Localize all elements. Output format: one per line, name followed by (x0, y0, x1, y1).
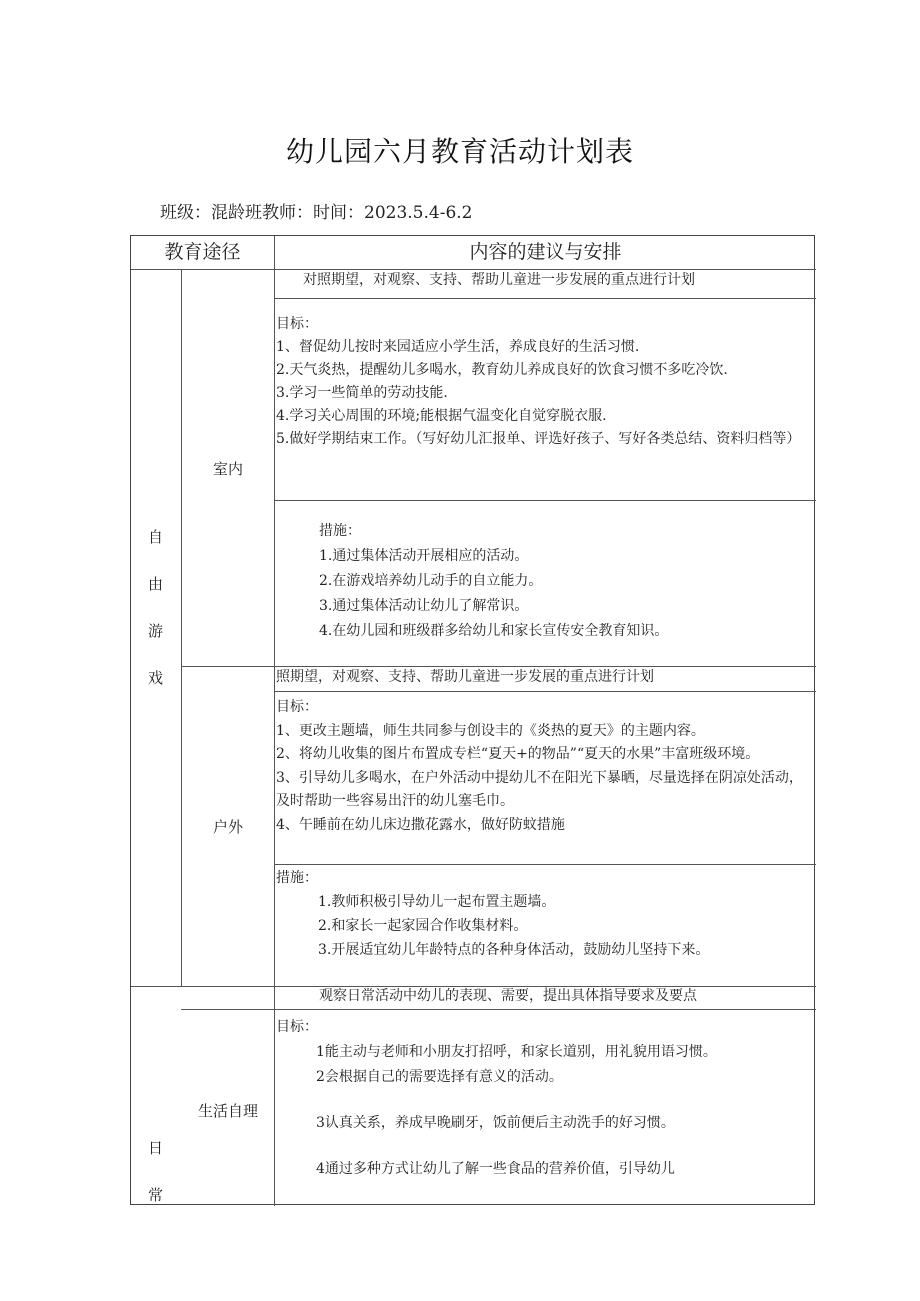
goal-item: 3认真关系，养成早晚刷牙，饭前便后主动洗手的好习惯。 (316, 1115, 675, 1131)
header-education-approach: 教育途径 (164, 241, 241, 263)
divider-daily-intro (181, 1009, 816, 1010)
divider-outdoor-measures (274, 864, 816, 865)
goal-item: 2、将幼儿收集的图片布置成专栏“夏天+的物品”“夏天的水果”丰富班级环境。 (276, 746, 760, 762)
header-content-plan: 内容的建议与安排 (469, 241, 622, 263)
goal-item: 5.做好学期结束工作。（写好幼儿汇报单、评选好孩子、写好各类总结、资料归档等） (276, 431, 801, 447)
divider-col1 (181, 269, 182, 986)
goal-item: 2会根据自己的需要选择有意义的活动。 (316, 1069, 563, 1085)
self-care-label: 生活自理 (197, 1102, 258, 1120)
measure-item: 2.和家长一起家园合作收集材料。 (318, 918, 528, 934)
measure-item: 2.在游戏培养幼儿动手的自立能力。 (319, 573, 543, 589)
goal-item: 1、更改主题墙，师生共同参与创设丰的《炎热的夏天》的主题内容。 (276, 722, 705, 739)
goals-title: 目标： (276, 699, 318, 715)
measure-item: 3.开展适宜幼儿年龄特点的各种身体活动，鼓励幼儿坚持下来。 (318, 942, 710, 958)
self-care-goals (276, 1016, 814, 1181)
indoor-goals (276, 313, 814, 451)
label-char: 戏 (147, 669, 163, 687)
indoor-label: 室内 (212, 460, 243, 478)
indoor-intro: 对照期望，对观察、支持、帮助儿童进一步发展的重点进行计划 (303, 272, 695, 288)
outdoor-goals (276, 696, 814, 862)
goal-item: 3、引导幼儿多喝水，在户外活动中提幼儿不在阳光下暴晒，尽量选择在阴凉处活动，及时帮助一些容易出汗的幼儿塞毛巾。 (276, 769, 803, 809)
goals-title: 目标： (276, 316, 318, 332)
divider-indoor-measures (274, 500, 816, 501)
divider-col2 (274, 236, 275, 1206)
measure-item: 1.通过集体活动开展相应的活动。 (319, 548, 529, 564)
outdoor-measures (276, 866, 814, 962)
goal-item: 2.天气炎热，提醒幼儿多喝水，教育幼儿养成良好的饮食习惯不多吃冷饮. (276, 362, 728, 378)
measures-title: 措施： (276, 870, 318, 886)
divider-outdoor-intro (274, 691, 816, 692)
class-info: 班级：混龄班教师：时间：2023.5.4-6.2 (160, 203, 473, 223)
divider-indoor-intro (274, 298, 816, 299)
goal-item: 4、午睡前在幼儿床边撒花露水，做好防蚊措施 (276, 816, 565, 833)
label-char: 游 (147, 622, 163, 640)
indoor-measures (319, 519, 668, 644)
outdoor-label: 户外 (212, 818, 243, 836)
measure-item: 3.通过集体活动让幼儿了解常识。 (319, 598, 529, 614)
daily-intro: 观察日常活动中幼儿的表现、需要，提出具体指导要求及要点 (319, 988, 697, 1004)
measure-item: 4.在幼儿园和班级群多给幼儿和家长宣传安全教育知识。 (319, 623, 669, 639)
goal-item: 4.学习关心周围的环境;能根据气温变化自觉穿脱衣服. (276, 408, 607, 424)
goal-item: 1能主动与老师和小朋友打招呼，和家长道别，用礼貌用语习惯。 (316, 1044, 717, 1060)
goal-item: 1、督促幼儿按时来园适应小学生活，养成良好的生活习惯. (276, 339, 640, 355)
label-char: 由 (147, 575, 163, 593)
label-char: 常 (147, 1186, 163, 1204)
page-title: 幼儿园六月教育活动计划表 (285, 135, 634, 168)
section-daily-label (131, 1125, 180, 1219)
section-free-play-label (131, 514, 180, 702)
outdoor-intro: 照期望，对观察、支持、帮助儿童进一步发展的重点进行计划 (276, 669, 654, 685)
goal-item: 4通过多种方式让幼儿了解一些食品的营养价值，引导幼儿 (316, 1161, 675, 1177)
goals-title: 目标： (276, 1019, 318, 1035)
measures-title: 措施： (319, 523, 361, 539)
goal-item: 3.学习一些简单的劳动技能. (276, 385, 448, 401)
plan-table (130, 235, 815, 1205)
label-char: 日 (147, 1139, 163, 1157)
measure-item: 1.教师积极引导幼儿一起布置主题墙。 (318, 894, 556, 910)
label-char: 自 (147, 528, 163, 546)
